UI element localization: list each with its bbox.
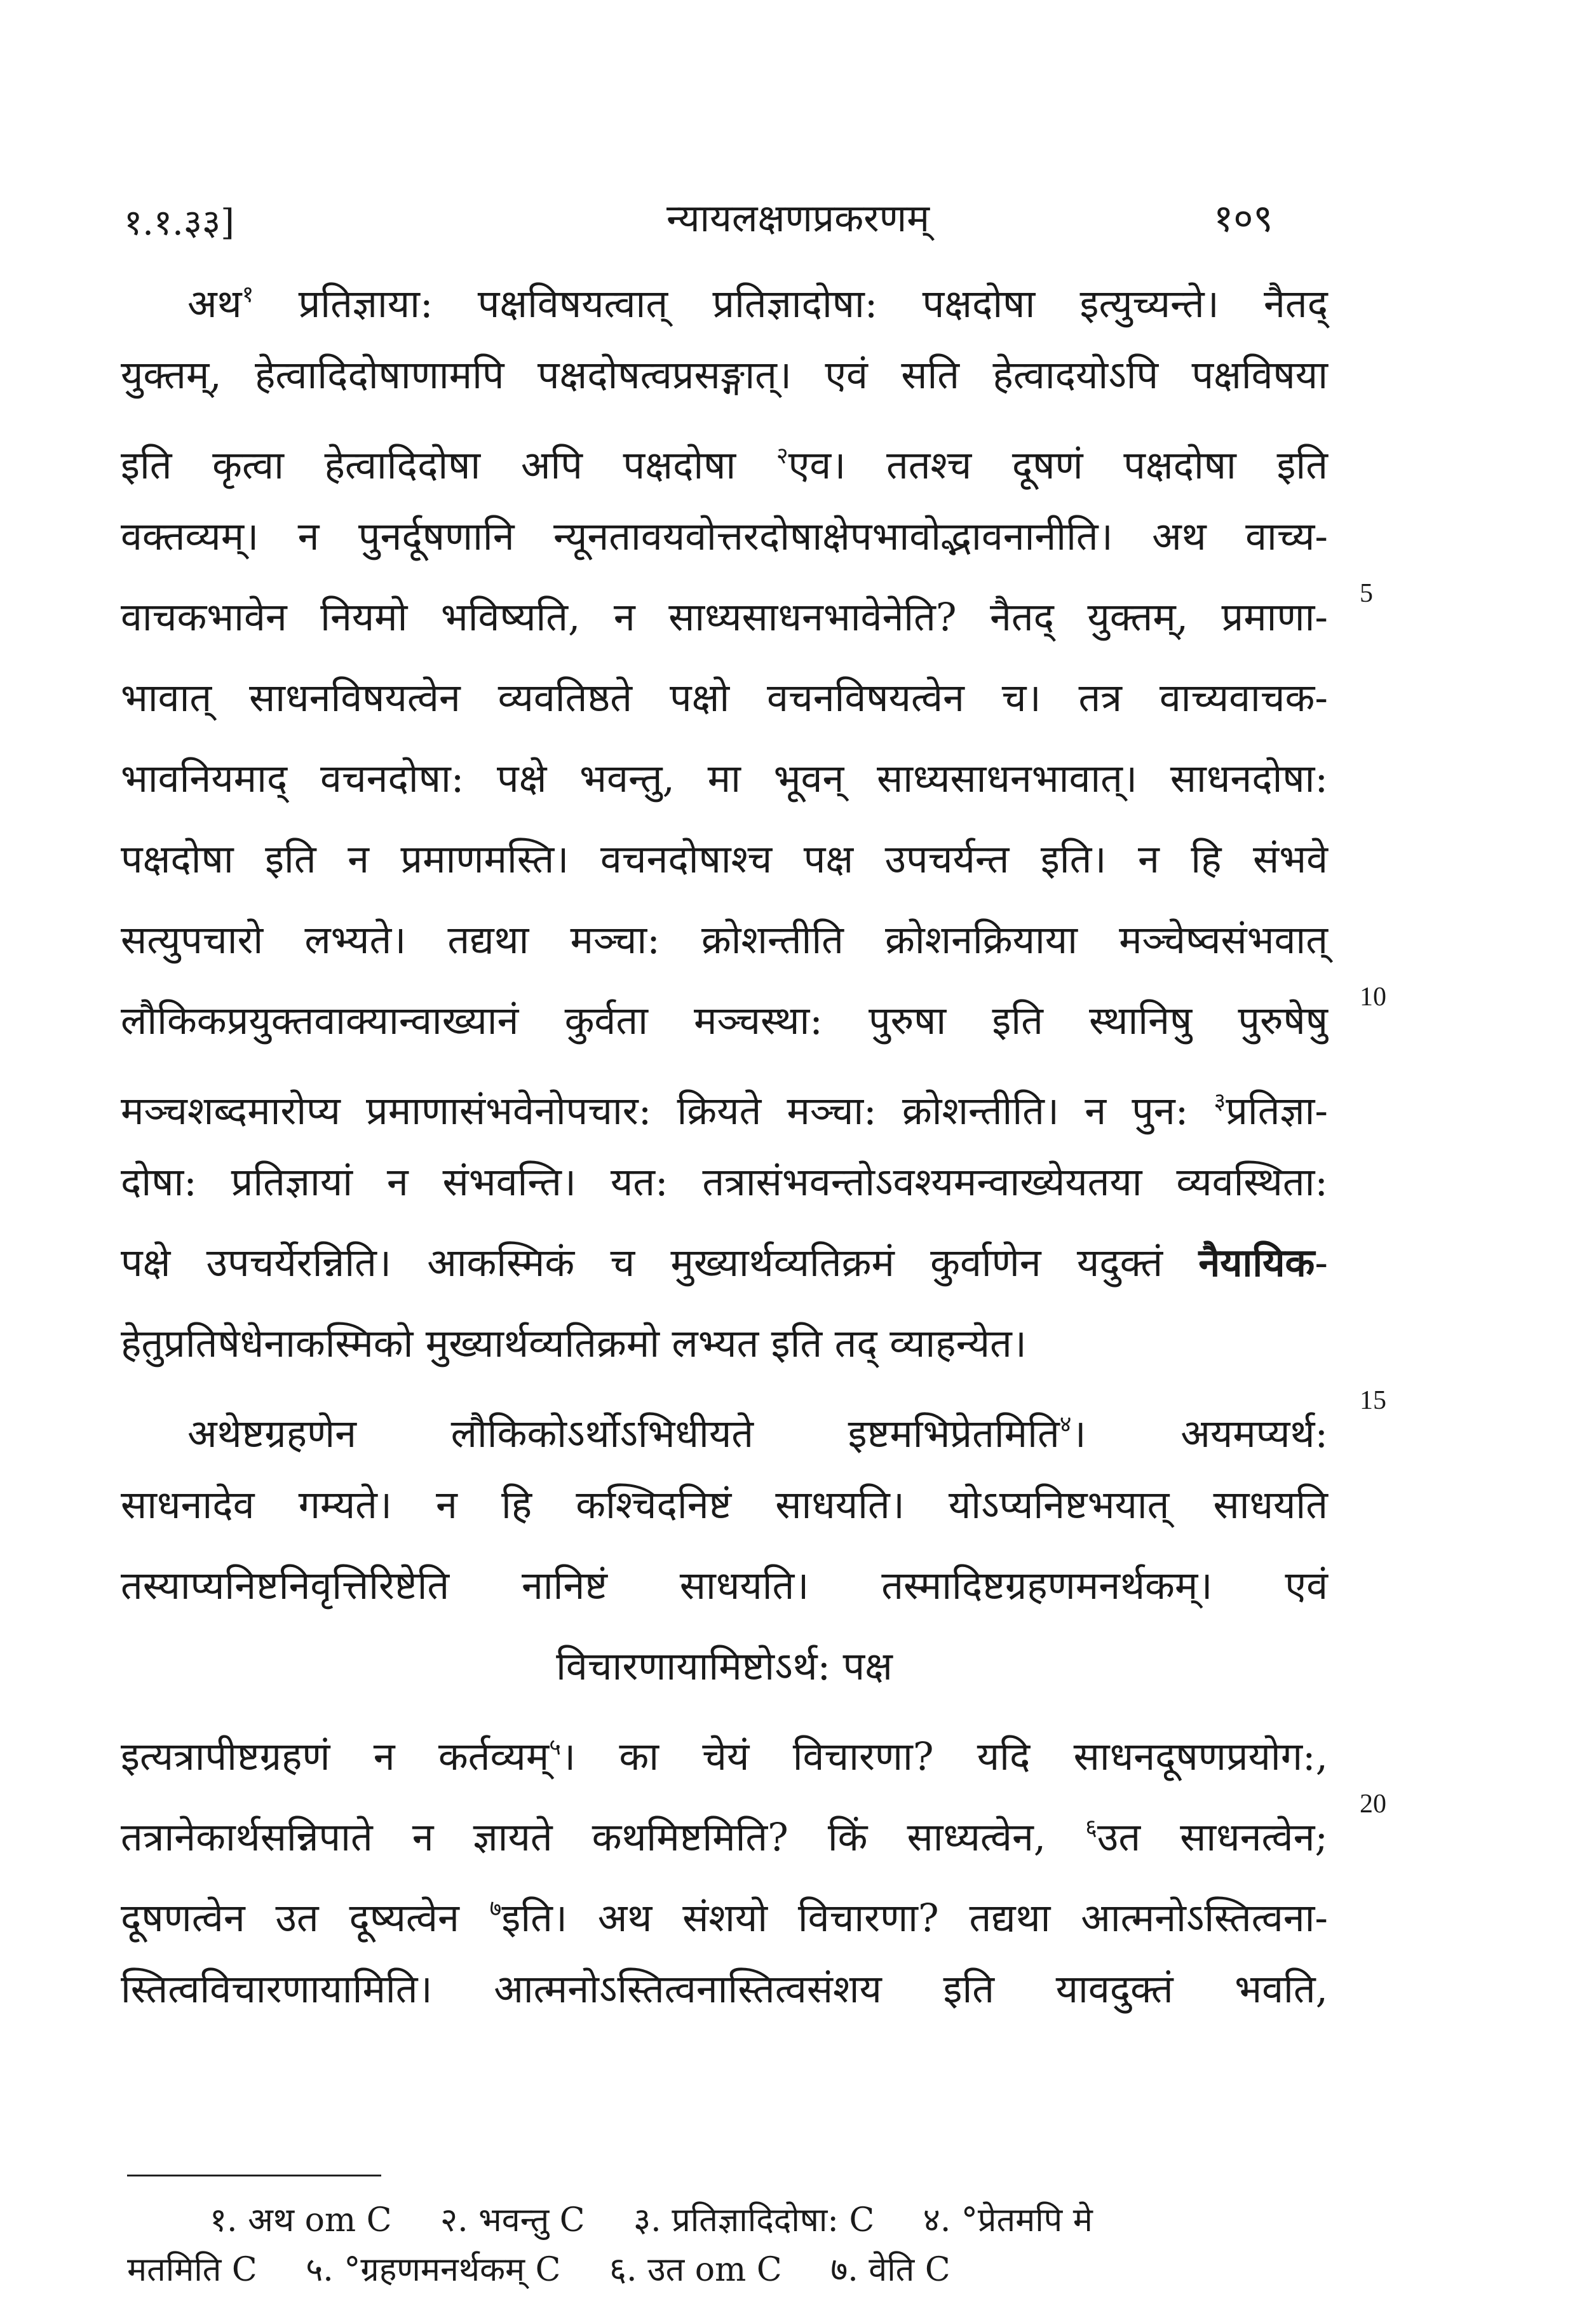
text-line: स्तित्वविचारणायामिति। आत्मनोऽस्तित्वनास्तित्वसंशय इति यावदुक्तं भवति, bbox=[121, 1967, 1328, 2012]
page-number: १०९ bbox=[1214, 196, 1273, 241]
footnote-marker: ४ bbox=[1059, 1411, 1072, 1437]
line-number: 10 bbox=[1360, 982, 1386, 1012]
footnote: ३. प्रतिज्ञादिदोषा: C bbox=[633, 2201, 875, 2239]
footnote-marker: ५ bbox=[549, 1734, 561, 1760]
footnotes bbox=[127, 2196, 1302, 2295]
footnote: मतमिति C bbox=[127, 2251, 257, 2289]
text-line: तस्याप्यनिष्टनिवृत्तिरिष्टेति नानिष्टं साधयति। तस्मादिष्टग्रहणमनर्थकम्। एवं bbox=[121, 1563, 1328, 1608]
footnote-marker: १ bbox=[241, 282, 254, 308]
footnote-rule bbox=[127, 2175, 381, 2176]
footnote-marker: ७ bbox=[489, 1896, 502, 1922]
footnote: ५. °ग्रहणमनर्थकम् C bbox=[306, 2251, 561, 2289]
text-line: भावात् साधनविषयत्वेन व्यवतिष्ठते पक्षो वचनविषयत्वेन च। तत्र वाच्यवाचक- bbox=[121, 676, 1328, 721]
line-number: 5 bbox=[1360, 579, 1373, 608]
centered-line: विचारणायामिष्टोऽर्थ: पक्ष bbox=[556, 1644, 893, 1689]
line-number: 20 bbox=[1360, 1789, 1386, 1819]
footnote-line bbox=[127, 2245, 1302, 2295]
footnote-marker: २ bbox=[776, 443, 788, 469]
text-line: अथ$^१$ प्रतिज्ञाया: पक्षविषयत्वात् प्रतिज्ञादोषा: पक्षदोषा इत्युच्यन्ते। नैतद् bbox=[187, 282, 1328, 327]
text-line: अथेष्टग्रहणेन लौकिकोऽर्थोऽभिधीयते इष्टमभिप्रेतमिति$^४$। अयमप्यर्थ: bbox=[187, 1411, 1328, 1456]
text-line: इत्यत्रापीष्टग्रहणं न कर्तव्यम्$^५$। का चेयं विचारणा? यदि साधनदूषणप्रयोग:, bbox=[121, 1734, 1328, 1779]
footnote: १. अथ om C bbox=[210, 2201, 392, 2239]
text-line: सत्युपचारो लभ्यते। तद्यथा मञ्चा: क्रोशन्तीति क्रोशनक्रियाया मञ्चेष्वसंभवात् bbox=[121, 918, 1328, 963]
text-line: भावनियमाद् वचनदोषा: पक्षे भवन्तु, मा भूवन् साध्यसाधनभावात्। साधनदोषा: bbox=[121, 756, 1328, 801]
line-number: 15 bbox=[1360, 1386, 1386, 1415]
bold-term: नैयायिक bbox=[1198, 1240, 1315, 1286]
running-title: न्यायलक्षणप्रकरणम् bbox=[666, 196, 930, 241]
footnote-line bbox=[127, 2196, 1302, 2245]
text-line: दूषणत्वेन उत दूष्यत्वेन $^७$इति। अथ संशयो विचारणा? तद्यथा आत्मनोऽस्तित्वना- bbox=[121, 1896, 1328, 1941]
main-text bbox=[121, 254, 1328, 2030]
text-line: वक्तव्यम्। न पुनर्दूषणानि न्यूनतावयवोत्तरदोषाक्षेपभावोद्भावनानीति। अथ वाच्य- bbox=[121, 514, 1328, 559]
text-line: वाचकभावेन नियमो भविष्यति, न साध्यसाधनभावेनेति? नैतद् युक्तम्, प्रमाणा- bbox=[121, 595, 1328, 640]
text-line: इति कृत्वा हेत्वादिदोषा अपि पक्षदोषा $^२$एव। ततश्च दूषणं पक्षदोषा इति bbox=[121, 443, 1329, 488]
text-line: साधनादेव गम्यते। न हि कश्चिदनिष्टं साधयति। योऽप्यनिष्टभयात् साधयति bbox=[121, 1483, 1328, 1528]
footnote: ६. उत om C bbox=[609, 2251, 782, 2289]
footnote: २. भवन्तु C bbox=[440, 2201, 585, 2239]
text-line: मञ्चशब्दमारोप्य प्रमाणासंभवेनोपचार: क्रियते मञ्चा: क्रोशन्तीति। न पुन: $^३$प्रतिज्ञा- bbox=[121, 1089, 1328, 1134]
footnote: ७. वेति C bbox=[830, 2251, 950, 2289]
footnote-marker: ६ bbox=[1085, 1815, 1097, 1841]
text-line: तत्रानेकार्थसन्निपाते न ज्ञायते कथमिष्टमिति? किं साध्यत्वेन, $^६$उत साधनत्वेन; bbox=[121, 1815, 1328, 1860]
text-line: दोषा: प्रतिज्ञायां न संभवन्ति। यत: तत्रासंभवन्तोऽवश्यमन्वाख्येयतया व्यवस्थिता: bbox=[121, 1160, 1328, 1205]
text-line: पक्षे उपचर्येरन्निति। आकस्मिकं च मुख्यार्थव्यतिक्रमं कुर्वाणेन यदुक्तं नैयायिक- bbox=[121, 1240, 1328, 1286]
text-line: हेतुप्रतिषेधेनाकस्मिको मुख्यार्थव्यतिक्रमो लभ्यत इति तद् व्याहन्येत। bbox=[121, 1321, 1027, 1366]
running-header bbox=[0, 191, 1596, 248]
text-line: लौकिकप्रयुक्तवाक्यान्वाख्यानं कुर्वता मञ्चस्था: पुरुषा इति स्थानिषु पुरुषेषु bbox=[121, 998, 1328, 1043]
section-reference: १.१.३३] bbox=[124, 202, 234, 243]
footnote: ४. °प्रेतमपि मे bbox=[923, 2201, 1093, 2239]
text-line: युक्तम्, हेत्वादिदोषाणामपि पक्षदोषत्वप्रसङ्गात्। एवं सति हेत्वादयोऽपि पक्षविषया bbox=[121, 353, 1328, 398]
text-line: पक्षदोषा इति न प्रमाणमस्ति। वचनदोषाश्च पक्ष उपचर्यन्त इति। न हि संभवे bbox=[121, 837, 1328, 882]
footnote-marker: ३ bbox=[1214, 1089, 1226, 1115]
